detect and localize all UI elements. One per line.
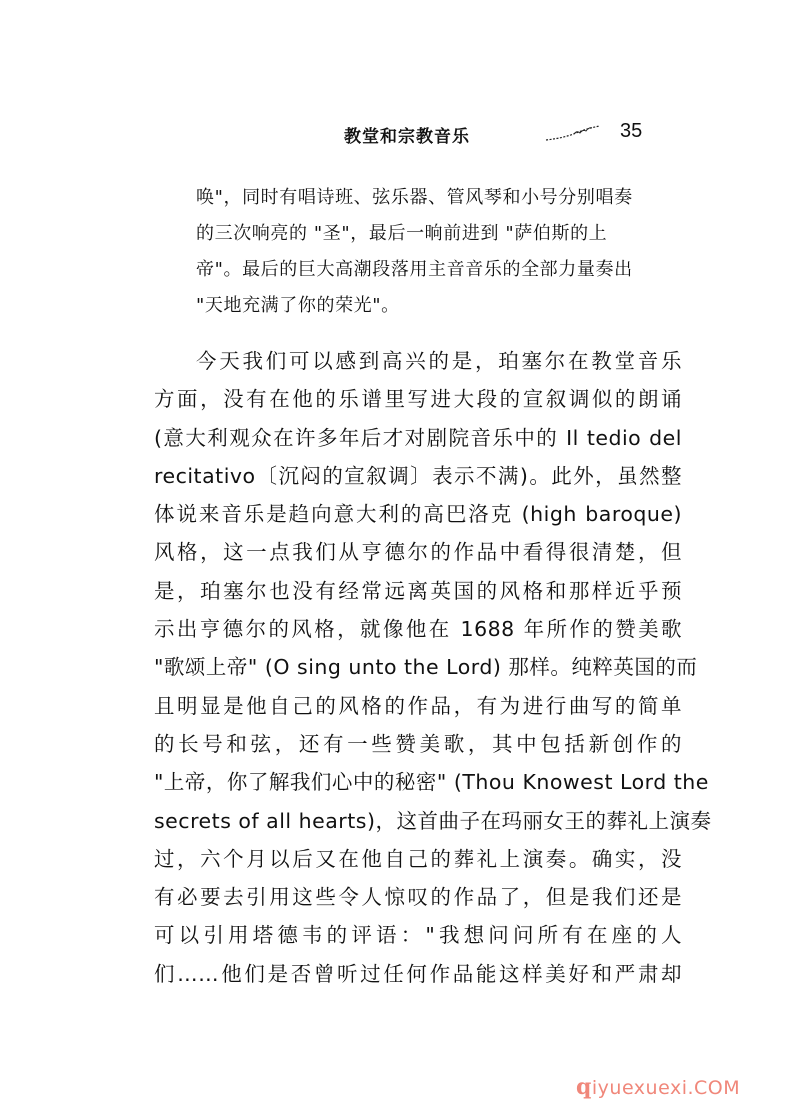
running-header — [344, 122, 664, 152]
quote-line: 的三次响亮的 "圣"，最后一晌前进到 "萨伯斯的上 — [196, 223, 608, 244]
page-number: 35 — [620, 120, 643, 142]
quote-line: "天地充满了你的荣光"。 — [196, 295, 400, 316]
chapter-title: 教堂和宗教音乐 — [344, 127, 470, 147]
body-line: 们……他们是否曾听过任何作品能这样美好和严肃却 — [154, 961, 682, 986]
watermark-logo-letter: q — [576, 1074, 592, 1100]
body-line: 风格，这一点我们从亨德尔的作品中看得很清楚，但 — [154, 540, 682, 565]
body-line: "歌颂上帝" (O sing unto the Lord) 那样。纯粹英国的而 — [154, 655, 698, 680]
quote-line: 唤"，同时有唱诗班、弦乐器、管风琴和小号分别唱奏 — [196, 187, 633, 208]
watermark-text: iyuexuexi.COM — [591, 1077, 741, 1099]
body-line: 且明显是他自己的风格的作品，有为进行曲写的简单 — [154, 693, 682, 718]
body-line: secrets of all hearts)，这首曲子在玛丽女王的葬礼上演奏 — [154, 808, 712, 833]
body-paragraph — [154, 342, 712, 993]
body-line: 有必要去引用这些令人惊叹的作品了，但是我们还是 — [154, 885, 682, 910]
body-line: 体说来音乐是趋向意大利的高巴洛克 (high baroque) — [154, 502, 682, 527]
body-line: 的长号和弦，还有一些赞美歌，其中包括新创作的 — [154, 731, 682, 756]
body-line: 过，六个月以后又在他自己的葬礼上演奏。确实，没 — [154, 846, 682, 871]
body-line: 今天我们可以感到高兴的是，珀塞尔在教堂音乐 — [196, 349, 682, 373]
body-line: (意大利观众在许多年后才对剧院音乐中的 Il tedio del — [154, 425, 682, 450]
body-line: 是，珀塞尔也没有经常远离英国的风格和那样近乎预 — [154, 578, 682, 603]
flourish-ornament-icon — [544, 124, 604, 142]
body-line: 可以引用塔德韦的评语："我想问问所有在座的人 — [154, 923, 682, 948]
quote-line: 帝"。最后的巨大高潮段落用主音音乐的全部力量奏出 — [196, 259, 633, 280]
site-watermark — [576, 1074, 740, 1100]
body-line: 示出亨德尔的风格，就像他在 1688 年所作的赞美歌 — [154, 617, 682, 642]
body-line: 方面，没有在他的乐谱里写进大段的宣叙调似的朗诵 — [154, 387, 682, 412]
body-line: recitativo〔沉闷的宣叙调〕表示不满)。此外，虽然整 — [154, 463, 682, 488]
body-line: "上帝，你了解我们心中的秘密" (Thou Knowest Lord the — [154, 770, 709, 795]
quoted-passage — [196, 180, 686, 324]
